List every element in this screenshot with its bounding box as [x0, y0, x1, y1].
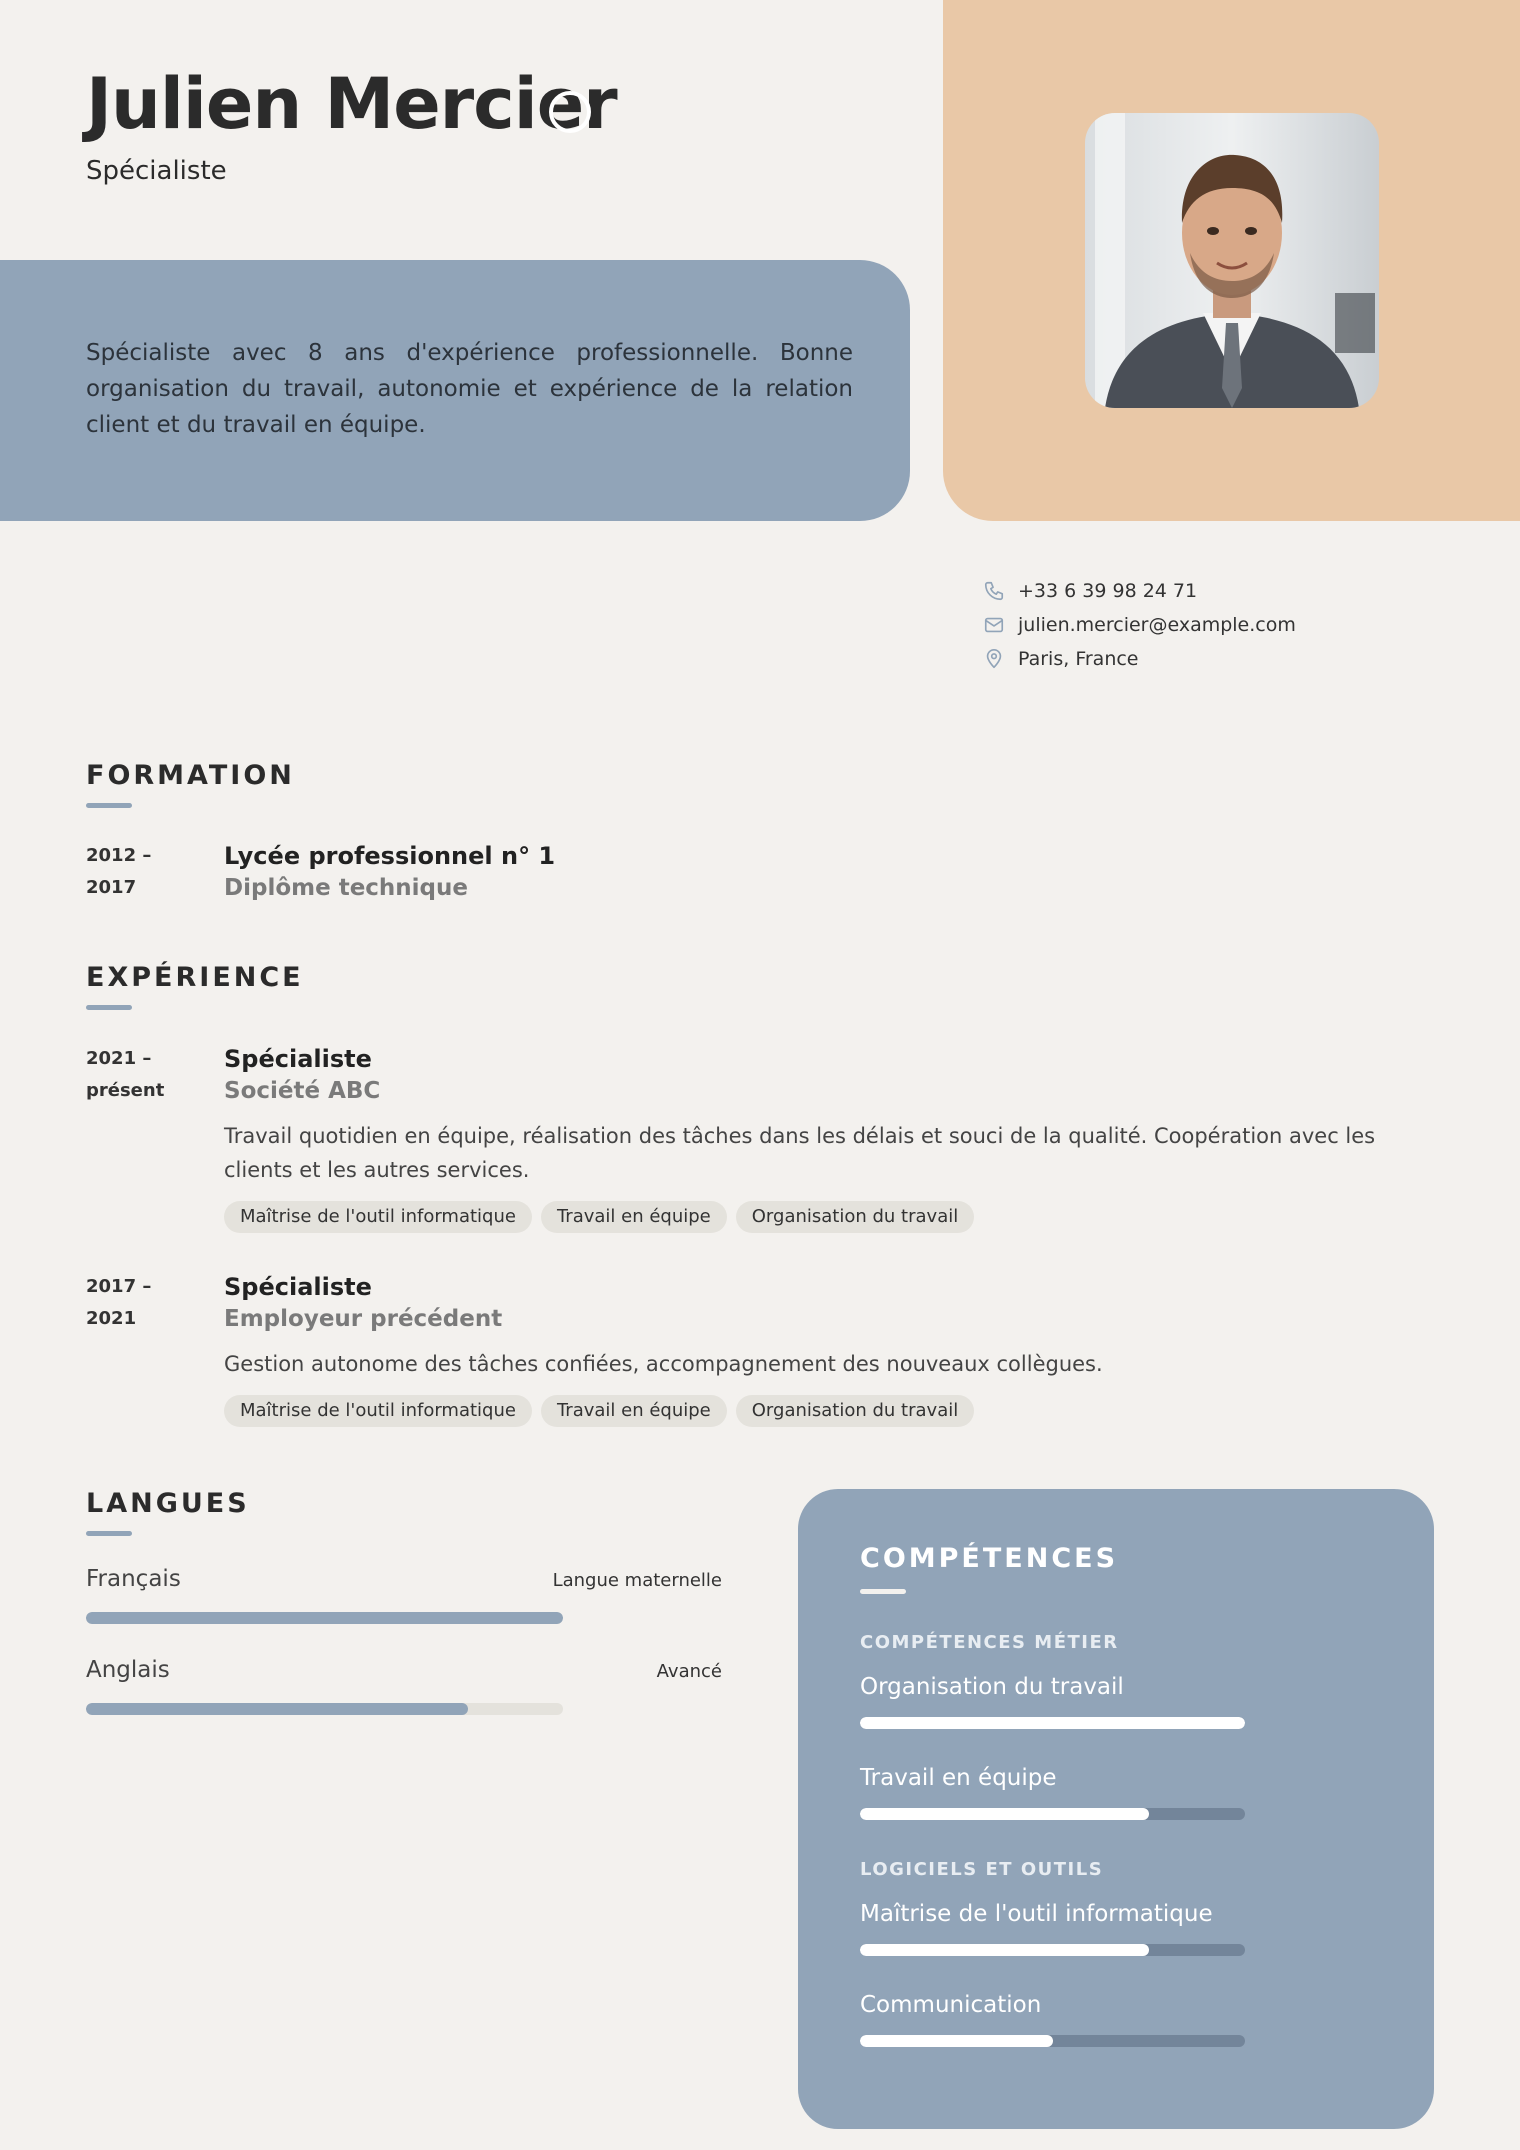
- entry-body: [224, 1271, 1434, 1427]
- skill-tag: Travail en équipe: [541, 1201, 727, 1233]
- candidate-title: Spécialiste: [86, 156, 227, 186]
- skill-tag: Maîtrise de l'outil informatique: [224, 1201, 532, 1233]
- entry-subtitle: Diplôme technique: [224, 875, 468, 901]
- skill-bar-fill: [860, 1808, 1149, 1820]
- skill-bar-track: [860, 1717, 1245, 1729]
- section-rule: [86, 803, 132, 808]
- email-address[interactable]: julien.mercier@example.com: [1018, 614, 1296, 636]
- section-rule: [86, 1005, 132, 1010]
- candidate-name: Julien Mercier: [86, 63, 617, 145]
- skill-item: [860, 1899, 1245, 1929]
- entry-date: 2017 – 2021: [86, 1276, 152, 1329]
- skill-name: Communication: [860, 1992, 1042, 2018]
- decorative-ring-icon: [549, 91, 591, 133]
- section-rule: [86, 1531, 132, 1536]
- contact-phone: [982, 574, 1296, 608]
- entry-description: Gestion autonome des tâches confiées, accompagnement des nouveaux collègues.: [224, 1352, 1103, 1376]
- section-title-languages: LANGUES: [86, 1488, 250, 1519]
- tag-list: [224, 1395, 1434, 1427]
- skill-bar-fill: [860, 1944, 1149, 1956]
- skill-bar-track: [860, 2035, 1245, 2047]
- skill-group-label: COMPÉTENCES MÉTIER: [860, 1632, 1119, 1653]
- language-bar-fill: [86, 1612, 563, 1624]
- language-bar-fill: [86, 1703, 468, 1715]
- contact-info: [982, 574, 1296, 676]
- skill-tag: Organisation du travail: [736, 1395, 974, 1427]
- language-level: Avancé: [656, 1661, 722, 1682]
- skill-bar-fill: [860, 2035, 1053, 2047]
- skill-tag: Organisation du travail: [736, 1201, 974, 1233]
- entry-org: Employeur précédent: [224, 1306, 503, 1332]
- phone-icon: [982, 579, 1006, 603]
- section-title-skills: COMPÉTENCES: [860, 1543, 1119, 1574]
- skill-item: [860, 1763, 1245, 1793]
- entry-title: Spécialiste: [224, 1273, 372, 1301]
- profile-photo: [1085, 113, 1379, 408]
- entry-body: [224, 1043, 1434, 1233]
- location-pin-icon: [982, 647, 1006, 671]
- entry-description: Travail quotidien en équipe, réalisation des tâches dans les délais et souci de la qualité. Coopération avec les clients et les autres services.: [224, 1124, 1376, 1182]
- tag-list: [224, 1201, 1434, 1233]
- language-name: Anglais: [86, 1657, 170, 1683]
- contact-location: [982, 642, 1296, 676]
- skill-item: [860, 1672, 1245, 1702]
- photo-panel: [943, 0, 1520, 521]
- skill-item: [860, 1990, 1245, 2020]
- summary-band: [0, 260, 910, 521]
- skill-name: Maîtrise de l'outil informatique: [860, 1901, 1213, 1927]
- entry-title: Spécialiste: [224, 1045, 372, 1073]
- entry-date: 2021 – présent: [86, 1048, 165, 1101]
- language-bar-track: [86, 1612, 563, 1624]
- entry-date: 2012 – 2017: [86, 845, 152, 898]
- mail-icon: [982, 613, 1006, 637]
- entry-title: Lycée professionnel n° 1: [224, 842, 556, 870]
- entry-org: Société ABC: [224, 1078, 381, 1104]
- section-rule: [860, 1589, 906, 1594]
- skills-card: [798, 1489, 1434, 2129]
- phone-number[interactable]: +33 6 39 98 24 71: [1018, 580, 1198, 602]
- language-bar-track: [86, 1703, 563, 1715]
- skill-name: Organisation du travail: [860, 1674, 1124, 1700]
- location-text: Paris, France: [1018, 648, 1139, 670]
- skill-bar-track: [860, 1808, 1245, 1820]
- skill-bar-track: [860, 1944, 1245, 1956]
- skill-tag: Travail en équipe: [541, 1395, 727, 1427]
- contact-email: [982, 608, 1296, 642]
- portrait-image: [1085, 113, 1379, 408]
- skill-bar-fill: [860, 1717, 1245, 1729]
- language-level: Langue maternelle: [552, 1570, 722, 1591]
- section-title-experience: EXPÉRIENCE: [86, 962, 304, 993]
- skill-tag: Maîtrise de l'outil informatique: [224, 1395, 532, 1427]
- profile-summary: Spécialiste avec 8 ans d'expérience professionnelle. Bonne organisation du travail, autonomie et expérience de la relation client et du travail en équipe.: [86, 340, 853, 438]
- skill-name: Travail en équipe: [860, 1765, 1057, 1791]
- entry-body: [224, 840, 1434, 904]
- section-title-formation: FORMATION: [86, 760, 295, 791]
- skill-group-label: LOGICIELS ET OUTILS: [860, 1859, 1104, 1880]
- language-name: Français: [86, 1566, 181, 1592]
